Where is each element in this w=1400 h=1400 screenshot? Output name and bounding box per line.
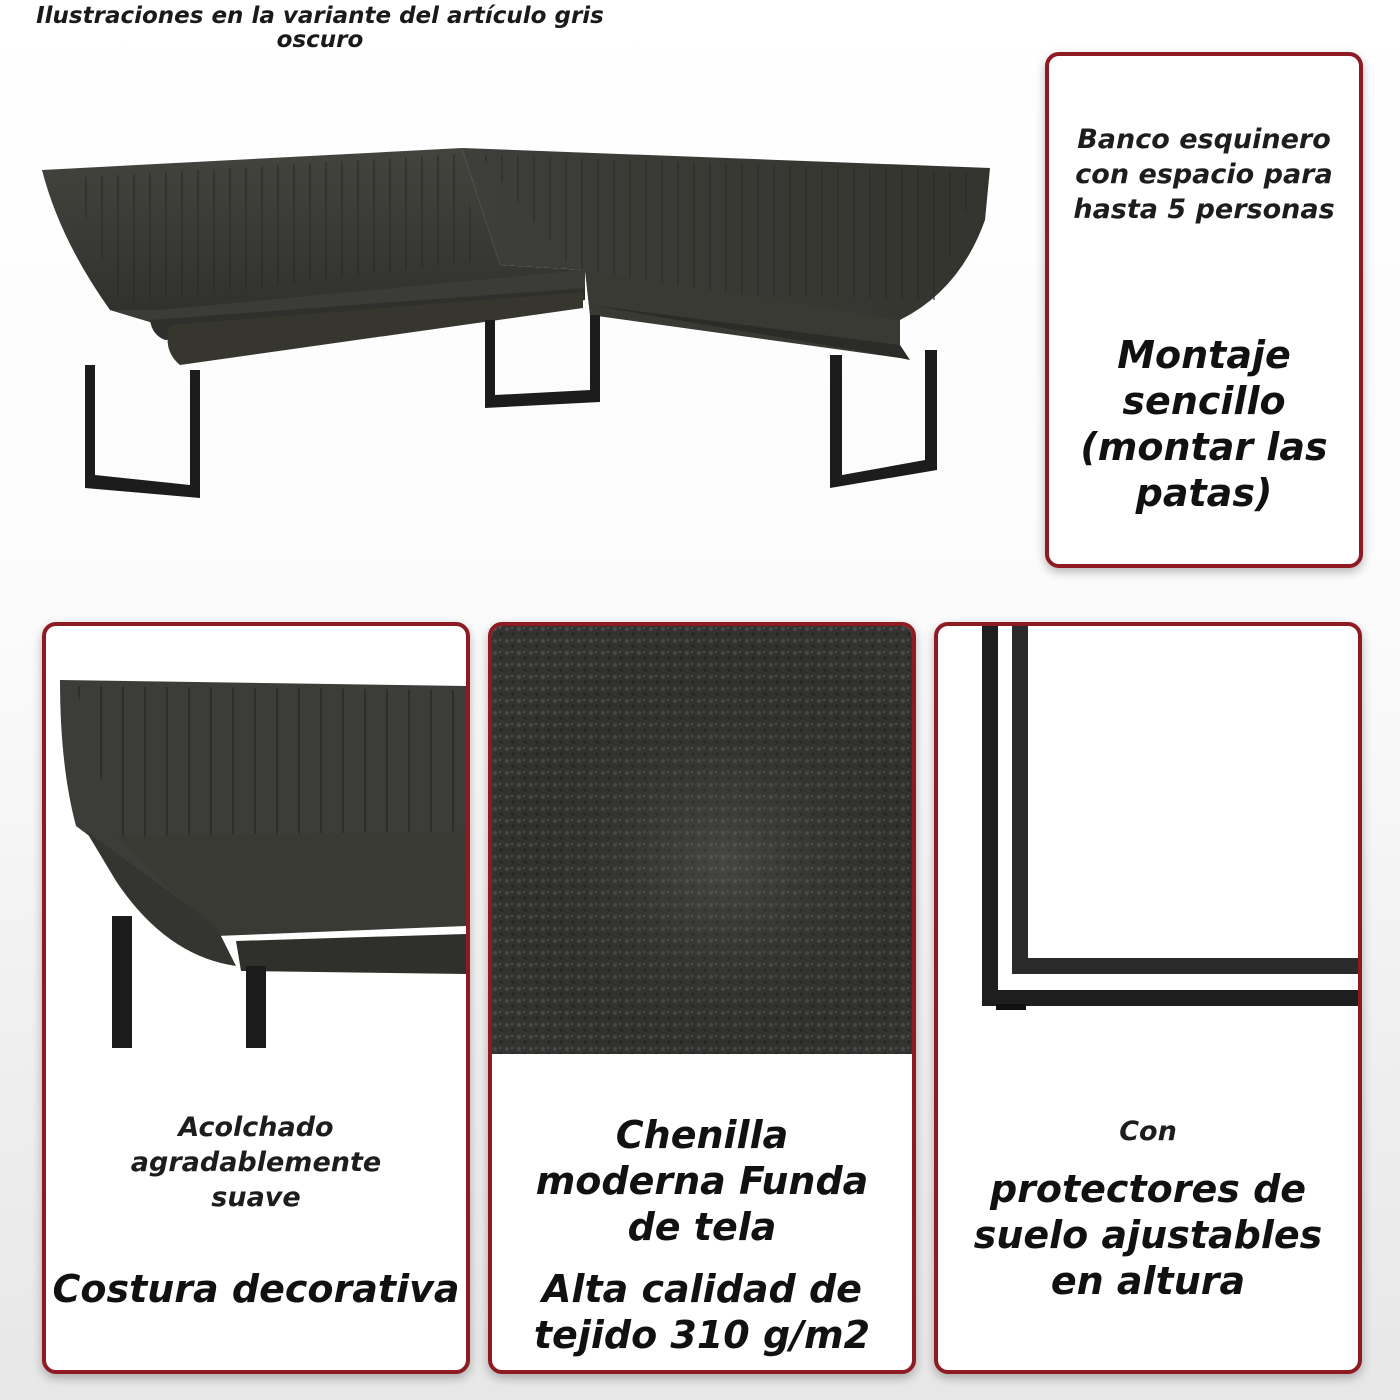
fabric-quality-text: Alta calidad de tejido 310 g/m2 xyxy=(533,1267,871,1357)
assembly-text: Montaje sencillo (montar las patas) xyxy=(1080,333,1328,515)
leg-closeup-image xyxy=(938,626,1358,1016)
con-text: Con xyxy=(1119,1116,1177,1147)
feature-card-legs xyxy=(934,622,1362,1374)
bench-detail-image xyxy=(46,626,466,1056)
chenille-text: Chenilla moderna Funda de tela xyxy=(535,1113,869,1249)
floor-protectors-text: protectores de suelo ajustables en altura xyxy=(973,1167,1323,1303)
product-variant-caption: Ilustraciones en la variante del artículo gris oscuro xyxy=(36,3,604,53)
cushion-text: Acolchado agradablemente suave xyxy=(130,1112,382,1213)
feature-card-cushion xyxy=(42,622,470,1374)
decorative-seam-text: Costura decorativa xyxy=(52,1267,460,1311)
feature-card-fabric xyxy=(488,622,916,1374)
corner-bench-image xyxy=(30,120,1010,540)
fabric-closeup-image xyxy=(492,626,912,1054)
seating-capacity-text: Banco esquinero con espacio para hasta 5 personas xyxy=(1073,124,1335,225)
info-card-seating xyxy=(1045,52,1363,568)
